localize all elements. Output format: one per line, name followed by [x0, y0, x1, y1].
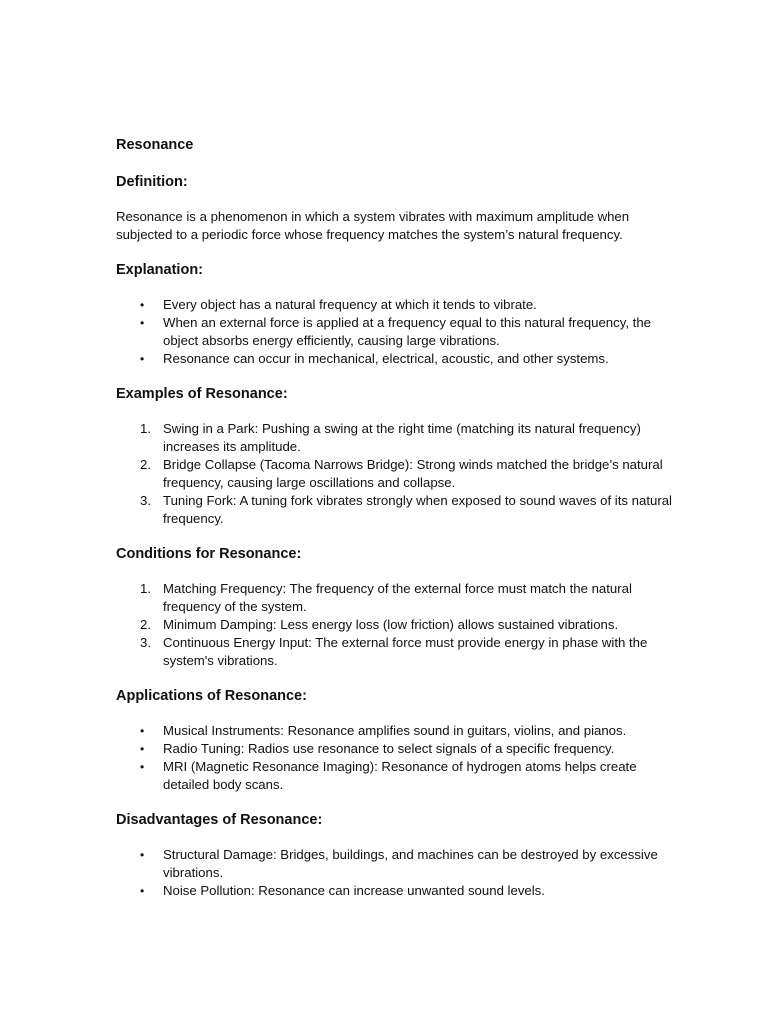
bullet-icon: • [140, 848, 145, 862]
list-item-text: Noise Pollution: Resonance can increase unwanted sound levels. [163, 883, 545, 898]
list-item [116, 296, 676, 314]
bullet-icon: • [140, 298, 145, 312]
list-number: 2. [140, 457, 151, 472]
document-page [116, 136, 676, 917]
list-item-text: Bridge Collapse (Tacoma Narrows Bridge): Strong winds matched the bridge’s natural frequency, causing large oscillations and collapse. [163, 457, 663, 490]
examples-list [116, 420, 676, 528]
list-number: 3. [140, 493, 151, 508]
list-item-text: Minimum Damping: Less energy loss (low friction) allows sustained vibrations. [163, 617, 619, 632]
list-item-text: Radio Tuning: Radios use resonance to select signals of a specific frequency. [163, 741, 615, 756]
list-item [116, 456, 676, 492]
bullet-icon: • [140, 742, 145, 756]
list-number: 3. [140, 635, 151, 650]
list-item [116, 740, 676, 758]
list-number: 1. [140, 421, 151, 436]
list-item-text: Tuning Fork: A tuning fork vibrates strongly when exposed to sound waves of its natural frequency. [163, 493, 672, 526]
list-item [116, 634, 676, 670]
list-number: 1. [140, 581, 151, 596]
examples-heading: Examples of Resonance: [116, 386, 288, 402]
bullet-icon: • [140, 884, 145, 898]
list-item-text: Matching Frequency: The frequency of the external force must match the natural frequency of the system. [163, 581, 632, 614]
conditions-heading: Conditions for Resonance: [116, 546, 302, 562]
bullet-icon: • [140, 352, 145, 366]
list-item-text: Resonance can occur in mechanical, electrical, acoustic, and other systems. [163, 351, 609, 366]
list-item-text: When an external force is applied at a frequency equal to this natural frequency, the object absorbs energy efficiently, causing large vibrations. [163, 315, 651, 348]
definition-text: Resonance is a phenomenon in which a system vibrates with maximum amplitude when subjected to a periodic force whose frequency matches the system’s natural frequency. [116, 209, 630, 242]
list-item [116, 846, 676, 882]
list-item-text: Swing in a Park: Pushing a swing at the right time (matching its natural frequency) increases its amplitude. [163, 421, 641, 454]
applications-heading: Applications of Resonance: [116, 688, 307, 704]
document-title: Resonance [116, 137, 194, 153]
list-item [116, 722, 676, 740]
list-item [116, 314, 676, 350]
disadvantages-heading: Disadvantages of Resonance: [116, 812, 323, 828]
list-item-text: Every object has a natural frequency at which it tends to vibrate. [163, 297, 537, 312]
list-number: 2. [140, 617, 151, 632]
applications-list [116, 722, 676, 794]
list-item-text: Structural Damage: Bridges, buildings, and machines can be destroyed by excessive vibrations. [163, 847, 658, 880]
conditions-list [116, 580, 676, 670]
list-item [116, 492, 676, 528]
bullet-icon: • [140, 760, 145, 774]
list-item [116, 758, 676, 794]
list-item [116, 350, 676, 368]
list-item-text: MRI (Magnetic Resonance Imaging): Resonance of hydrogen atoms helps create detailed body scans. [163, 759, 637, 792]
explanation-list [116, 296, 676, 368]
list-item-text: Musical Instruments: Resonance amplifies sound in guitars, violins, and pianos. [163, 723, 627, 738]
explanation-heading: Explanation: [116, 262, 204, 278]
list-item [116, 616, 676, 634]
disadvantages-list [116, 846, 676, 900]
list-item [116, 882, 676, 900]
list-item [116, 420, 676, 456]
list-item [116, 580, 676, 616]
definition-heading: Definition: [116, 174, 188, 190]
list-item-text: Continuous Energy Input: The external force must provide energy in phase with the system's vibrations. [163, 635, 648, 668]
bullet-icon: • [140, 316, 145, 330]
bullet-icon: • [140, 724, 145, 738]
